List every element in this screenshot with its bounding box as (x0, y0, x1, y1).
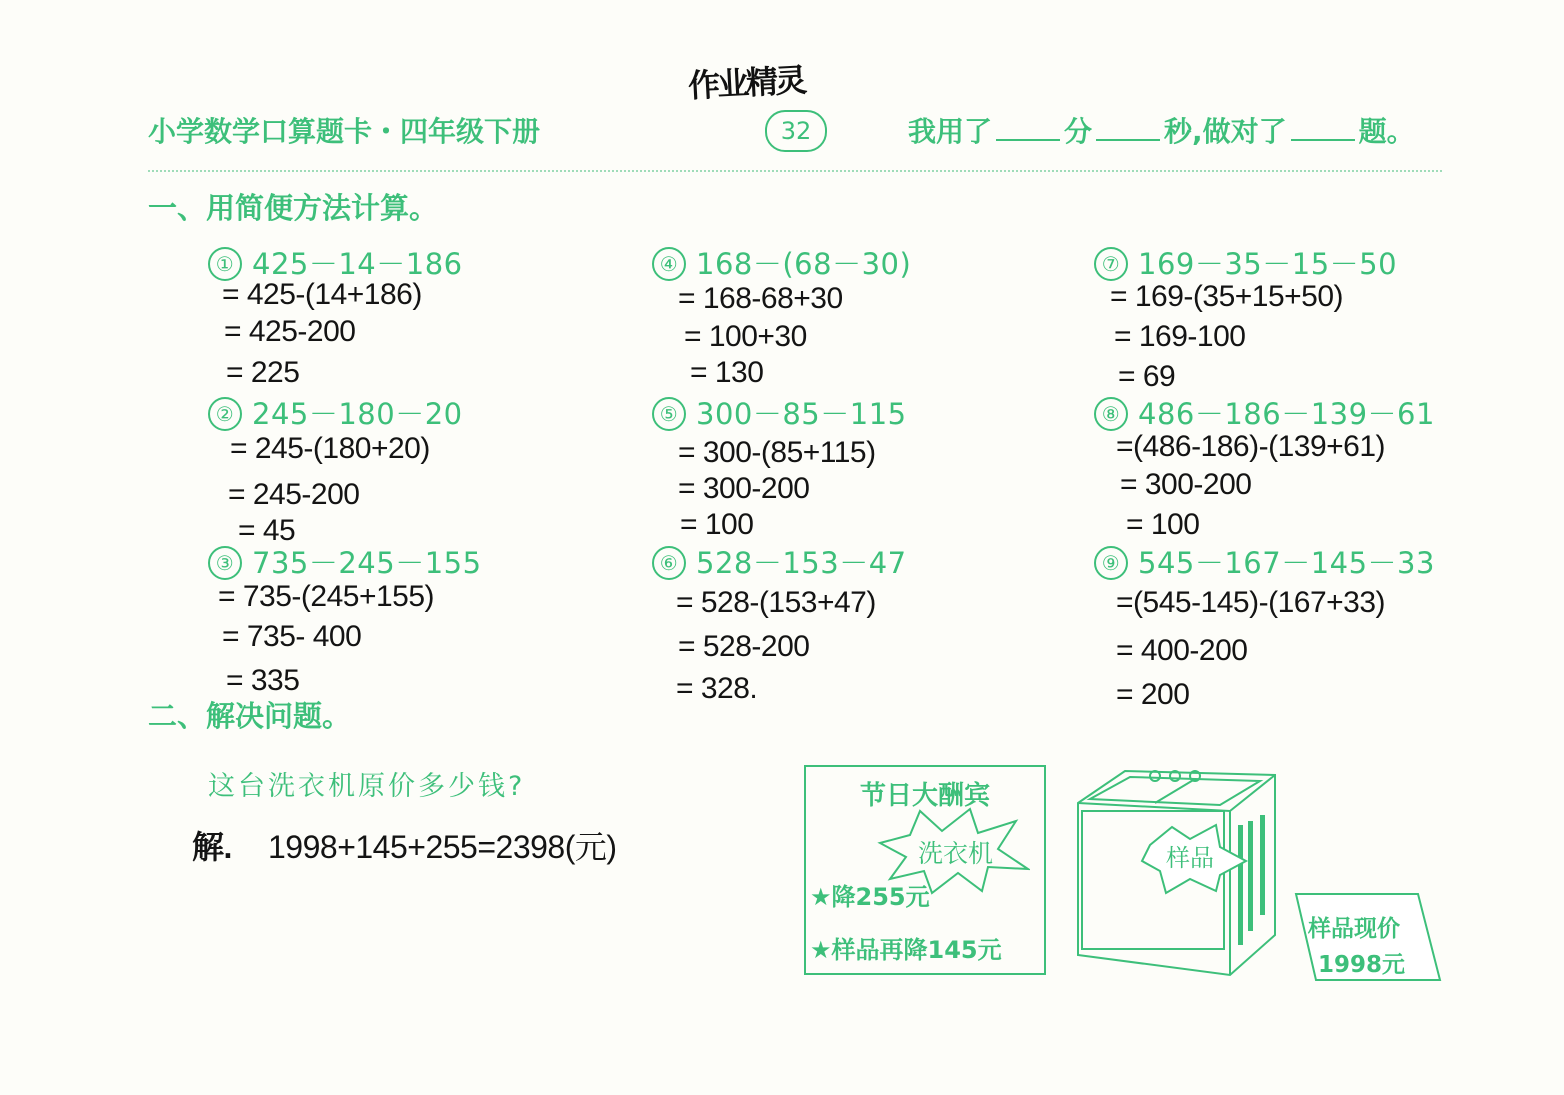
problem-1 (208, 242, 463, 283)
price-tag-label: 样品现价 (1308, 916, 1400, 942)
timer-second-label: 秒,做对了 (1164, 115, 1287, 148)
section-1-title: 一、用简便方法计算。 (148, 191, 439, 225)
problem-number: ⑦ (1094, 247, 1128, 281)
work-line: = 735- 400 (222, 620, 362, 653)
minutes-blank[interactable] (996, 119, 1060, 141)
work-line: = 425-(14+186) (222, 278, 422, 311)
discount-line-1: ★降255元 (810, 883, 930, 911)
work-line: = 100 (1126, 508, 1200, 541)
work-line: = 300-200 (1120, 468, 1252, 501)
work-line: = 225 (226, 356, 300, 389)
problem-expression: 545－167－145－33 (1138, 546, 1435, 580)
work-line: = 45 (238, 514, 296, 547)
seconds-blank[interactable] (1096, 119, 1160, 141)
work-line: = 735-(245+155) (218, 580, 435, 613)
work-line: = 69 (1118, 360, 1176, 393)
handwritten-stamp: 作业精灵 (687, 60, 806, 106)
work-line: = 169-(35+15+50) (1110, 280, 1344, 313)
problem-8 (1094, 392, 1435, 433)
product-name: 洗衣机 (918, 839, 994, 868)
work-line: = 328. (676, 672, 758, 705)
work-line: = 528-(153+47) (676, 586, 876, 619)
problem-number: ① (208, 247, 242, 281)
work-line: =(486-186)-(139+61) (1116, 430, 1386, 463)
problem-number: ⑨ (1094, 546, 1128, 580)
work-line: = 200 (1116, 678, 1190, 711)
work-line: = 425-200 (224, 315, 356, 348)
problem-number: ② (208, 397, 242, 431)
section-2-title: 二、解决问题。 (148, 699, 352, 733)
price-tag-price: 1998元 (1318, 952, 1406, 978)
problem-number: ③ (208, 546, 242, 580)
problem-expression: 300－85－115 (696, 397, 907, 431)
work-line: = 300-(85+115) (678, 436, 876, 469)
answer-label: 解. (192, 829, 232, 865)
work-line: = 300-200 (678, 472, 810, 505)
problem-number: ⑤ (652, 397, 686, 431)
problem-expression: 528－153－47 (696, 546, 907, 580)
word-problem-question: 这台洗衣机原价多少钱? (208, 771, 526, 802)
work-line: = 245-(180+20) (230, 432, 430, 465)
problem-4 (652, 242, 911, 283)
problem-expression: 245－180－20 (252, 397, 463, 431)
page-number-badge: 32 (765, 110, 827, 152)
problem-number: ④ (652, 247, 686, 281)
problem-number: ⑥ (652, 546, 686, 580)
problem-5 (652, 392, 907, 433)
work-line: = 335 (226, 664, 300, 697)
problem-3 (208, 541, 482, 582)
problem-expression: 168－(68－30) (696, 247, 912, 281)
work-line: =(545-145)-(167+33) (1116, 586, 1386, 619)
work-line: = 528-200 (678, 630, 810, 663)
header-divider (148, 170, 1442, 172)
work-line: = 130 (690, 356, 764, 389)
problem-number: ⑧ (1094, 397, 1128, 431)
work-line: = 100+30 (684, 320, 807, 353)
sale-ad-title: 节日大酬宾 (859, 781, 990, 811)
problem-expression: 486－186－139－61 (1138, 397, 1435, 431)
problem-expression: 425－14－186 (252, 247, 463, 281)
work-line: = 169-100 (1114, 320, 1246, 353)
work-line: = 245-200 (228, 478, 360, 511)
timer-suffix: 题。 (1358, 115, 1415, 148)
problem-expression: 169－35－15－50 (1138, 247, 1398, 281)
sample-badge: 样品 (1166, 844, 1214, 872)
correct-count-blank[interactable] (1291, 119, 1355, 141)
problem-2 (208, 392, 463, 433)
discount-line-2: ★样品再降145元 (810, 936, 1002, 964)
work-line: = 100 (680, 508, 754, 541)
problem-9 (1094, 541, 1435, 582)
timer-minute-label: 分 (1064, 115, 1093, 148)
answer-equation: 1998+145+255=2398(元) (268, 829, 617, 865)
problem-6 (652, 541, 907, 582)
problem-expression: 735－245－155 (252, 546, 482, 580)
timer-line (908, 110, 1415, 150)
work-line: = 168-68+30 (678, 282, 843, 315)
problem-7 (1094, 242, 1397, 283)
worksheet-title: 小学数学口算题卡・四年级下册 (148, 115, 541, 148)
timer-prefix: 我用了 (908, 115, 993, 148)
work-line: = 400-200 (1116, 634, 1248, 667)
